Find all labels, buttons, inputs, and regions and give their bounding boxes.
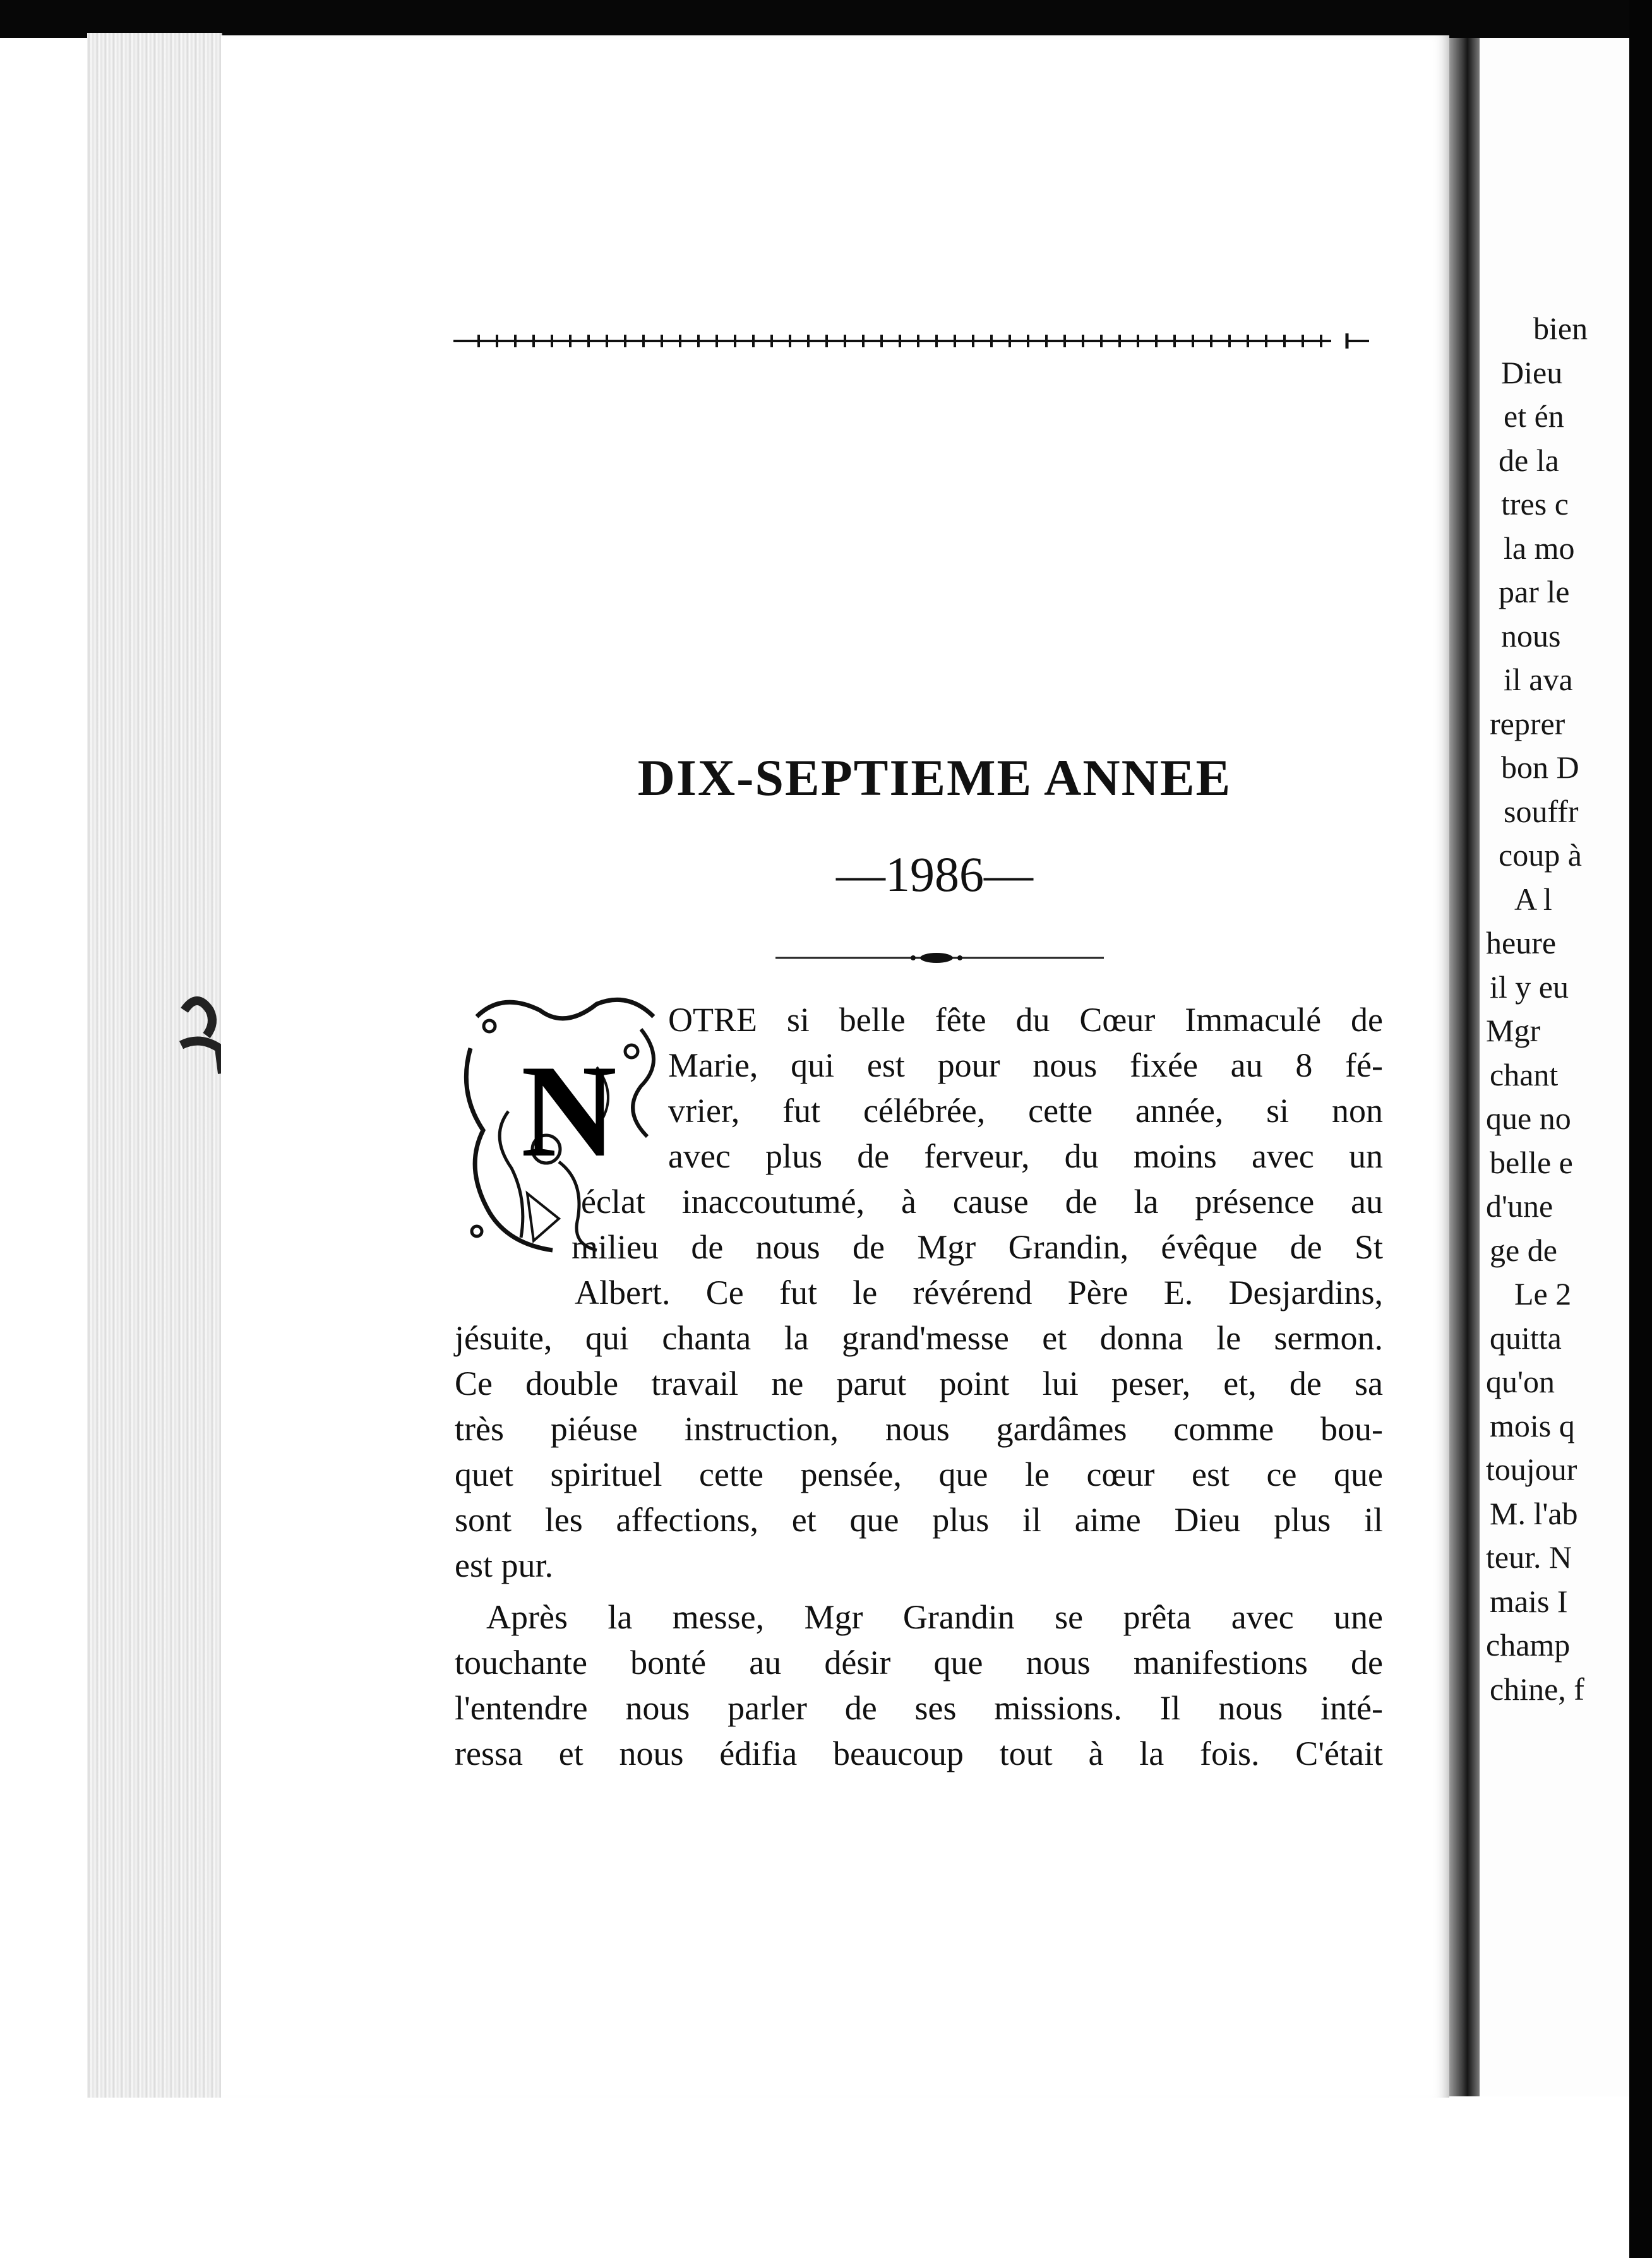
- text-line: quet spirituel cette pensée, que le cœur est ce que: [455, 1455, 1383, 1493]
- text-line: l'entendre nous parler de ses missions. Il nous inté-: [455, 1689, 1383, 1727]
- right-page-fragment: mois q: [1490, 1407, 1575, 1443]
- right-page-fragment: champ: [1486, 1627, 1571, 1663]
- text-line: très piéuse instruction, nous gardâmes comme bou-: [455, 1410, 1383, 1448]
- right-page-fragment: par le: [1499, 574, 1570, 609]
- right-page-fragment: quitta: [1490, 1320, 1562, 1356]
- right-page-fragment: il ava: [1504, 662, 1573, 697]
- ornate-dropcap: [452, 991, 669, 1263]
- text-line: milieu de nous de Mgr Grandin, évêque de St: [572, 1228, 1383, 1266]
- right-page-fragment: chant: [1490, 1056, 1559, 1092]
- right-page-fragment: Le 2: [1514, 1276, 1572, 1311]
- right-page-fragment: chine, f: [1490, 1671, 1584, 1707]
- right-page-fragment: teur. N: [1486, 1539, 1572, 1575]
- text-line: vrier, fut célébrée, cette année, si non: [668, 1092, 1383, 1130]
- right-page-fragment: A l: [1514, 881, 1552, 917]
- right-page-fragment: bien: [1533, 311, 1588, 346]
- right-page-fragment: et én: [1504, 398, 1564, 434]
- right-page: [1480, 38, 1629, 2096]
- right-page-fragment: belle e: [1490, 1144, 1573, 1180]
- right-page-fragment: toujour: [1486, 1452, 1577, 1487]
- right-page-fragment: bon D: [1501, 750, 1579, 785]
- text-line: ressa et nous édifia beaucoup tout à la fois. C'était: [455, 1735, 1383, 1772]
- year-ornament-rule: [775, 950, 1104, 965]
- right-page-fragment: coup à: [1499, 837, 1582, 873]
- text-line: Marie, qui est pour nous fixée au 8 fé-: [668, 1046, 1383, 1084]
- section-heading: DIX-SEPTIEME ANNEE: [637, 749, 1232, 806]
- lead-word: OTRE: [668, 1001, 757, 1039]
- text-line: [668, 1000, 1383, 1039]
- right-page-fragment: tres c: [1501, 486, 1569, 522]
- scan-background-bottom: [0, 2098, 1629, 2258]
- right-page-fragment: d'une: [1486, 1188, 1553, 1224]
- right-page-fragment: que no: [1486, 1101, 1571, 1136]
- scan-border-right: [1629, 0, 1652, 2258]
- text-line: jésuite, qui chanta la grand'messe et donna le sermon.: [455, 1319, 1383, 1357]
- right-page-fragment: ge de: [1490, 1232, 1557, 1268]
- right-page-fragment: Mgr: [1486, 1013, 1541, 1048]
- right-page-fragment: souffr: [1504, 793, 1579, 829]
- text-line: touchante bonté au désir que nous manifestions de: [455, 1644, 1383, 1682]
- right-page-fragment: M. l'ab: [1490, 1495, 1578, 1531]
- right-page-fragment: de la: [1499, 442, 1559, 478]
- text-line: Albert. Ce fut le révérend Père E. Desjardins,: [575, 1274, 1383, 1311]
- text-line: sont les affections, et que plus il aime Dieu plus il: [455, 1501, 1383, 1539]
- right-page-fragment: qu'on: [1486, 1364, 1555, 1399]
- text-line: éclat inaccoutumé, à cause de la présence au: [581, 1183, 1383, 1221]
- right-page-fragment: reprer: [1490, 705, 1565, 741]
- right-page-fragment: nous: [1501, 618, 1561, 654]
- scan-border-top: [0, 0, 1652, 38]
- right-page-fragment: heure: [1486, 925, 1557, 960]
- book-gutter: [1449, 38, 1480, 2096]
- right-page-fragment: mais I: [1490, 1583, 1568, 1619]
- dropcap-letter: N: [521, 1038, 617, 1185]
- right-page-fragment: il y eu: [1490, 969, 1569, 1005]
- text-line: Après la messe, Mgr Grandin se prêta avec une: [486, 1598, 1383, 1636]
- right-page-fragment: la mo: [1504, 530, 1575, 566]
- decorative-rule: [453, 328, 1369, 354]
- text-line: avec plus de ferveur, du moins avec un: [668, 1137, 1383, 1175]
- text-line: est pur.: [455, 1546, 553, 1584]
- text-line-content: si belle fête du Cœur Immaculé de: [757, 1001, 1383, 1039]
- year-heading: —1986—: [836, 847, 1033, 902]
- right-page-fragment: Dieu: [1501, 354, 1563, 390]
- text-line: Ce double travail ne parut point lui peser, et, de sa: [455, 1365, 1383, 1402]
